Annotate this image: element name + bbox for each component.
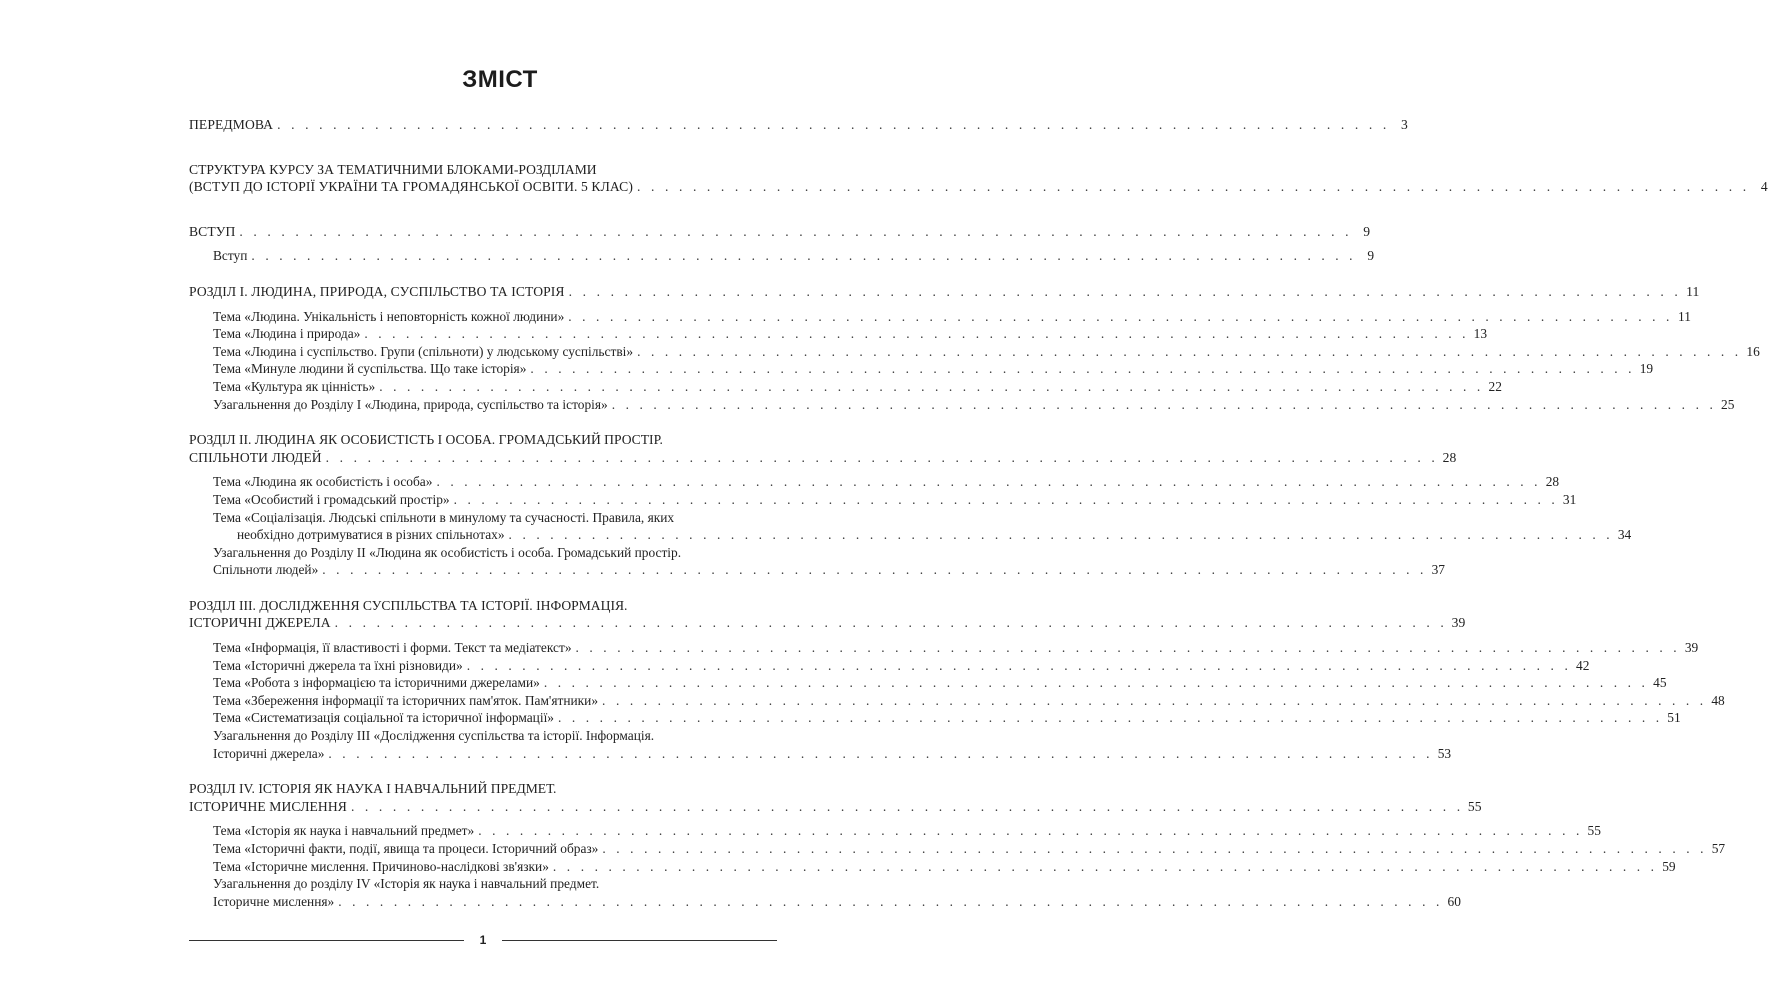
dot-leader: . . . . . . . . . . . . . . . . . . . . . . . . . . . . . . . . . . . . . . . . . . . . . . . . . . . . . . . . . . . . . . . . . . . . . . . . . . . . . . . . (239, 223, 1353, 239)
toc-entry-topic[interactable] (189, 709, 1681, 727)
entry-title-line1: Узагальнення до Розділу ІІІ «Дослідження суспільства та історії. Інформація. (213, 728, 655, 744)
entry-title-line1: РОЗДІЛ ІІ. ЛЮДИНА ЯК ОСОБИСТІСТЬ І ОСОБА. ГРОМАДСЬКИЙ ПРОСТІР. (189, 432, 663, 448)
entry-title-line1: РОЗДІЛ IV. ІСТОРІЯ ЯК НАУКА І НАВЧАЛЬНИЙ ПРЕДМЕТ. (189, 781, 557, 797)
dot-leader: . . . . . . . . . . . . . . . . . . . . . . . . . . . . . . . . . . . . . . . . . . . . . . . . . . . . . . . . . . . . . . . . . . . . . . . . . . . . . . . . (466, 657, 1572, 673)
toc-entry-topic[interactable] (189, 378, 1502, 396)
page-number: 53 (1437, 745, 1452, 761)
entry-title: ПЕРЕДМОВА (189, 117, 274, 132)
page-number: 9 (1363, 223, 1371, 239)
entry-title: Тема «Особистий і громадський простір» (213, 491, 450, 507)
page-number: 57 (1711, 841, 1726, 856)
entry-title: Вступ (213, 248, 248, 264)
footer-page-number: 1 (479, 933, 487, 947)
page-number: 11 (1686, 283, 1700, 299)
dot-leader: . . . . . . . . . . . . . . . . . . . . . . . . . . . . . . . . . . . . . . . . . . . . . . . . . . . . . . . . . . . . . . . . . . . . . . . . . . . . . . . . (611, 396, 1717, 412)
entry-title: РОЗДІЛ І. ЛЮДИНА, ПРИРОДА, СУСПІЛЬСТВО ТА ІСТОРІЯ (189, 283, 565, 299)
page-number: 31 (1562, 491, 1577, 507)
page-number: 55 (1467, 798, 1482, 814)
page-number: 19 (1639, 361, 1654, 377)
page-number: 60 (1447, 893, 1461, 909)
dot-leader: . . . . . . . . . . . . . . . . . . . . . . . . . . . . . . . . . . . . . . . . . . . . . . . . . . . . . . . . . . . . . . . . . . . . . . . . . . . . . . . . (364, 326, 1470, 342)
toc-entry-topic[interactable] (189, 674, 1667, 692)
entry-title: Тема «Людина як особистість і особа» (213, 474, 433, 490)
toc-entry-topic[interactable] (189, 822, 1601, 840)
page-footer (189, 933, 777, 947)
page-number: 4 (1760, 179, 1768, 195)
toc-entry-topic[interactable] (189, 840, 1726, 858)
entry-title: Тема «Минуле людини й суспільства. Що таке історія» (213, 361, 527, 377)
toc-entry-foreword[interactable] (189, 116, 1408, 134)
entry-title: Тема «Історичні факти, події, явища та процеси. Історичний образ» (213, 841, 599, 856)
toc-entry-summary[interactable] (189, 727, 1452, 762)
toc-entry-summary[interactable] (189, 875, 1461, 910)
entry-title: Тема «Збереження інформації та історичних пам'яток. Пам'ятники» (213, 692, 599, 708)
dot-leader: . . . . . . . . . . . . . . . . . . . . . . . . . . . . . . . . . . . . . . . . . . . . . . . . . . . . . . . . . . . . . . . . . . . . . . . . . . . . . . . . (637, 343, 1742, 359)
toc-entry-intro[interactable] (189, 223, 1371, 241)
toc-entry-topic[interactable] (189, 308, 1691, 326)
dot-leader: . . . . . . . . . . . . . . . . . . . . . . . . . . . . . . . . . . . . . . . . . . . . . . . . . . . . . . . . . . . . . . . . . . . . . . . . . . . . . . . . (543, 675, 1649, 691)
toc-entry-chapter-3[interactable] (189, 597, 1466, 632)
table-of-contents (189, 116, 1768, 910)
entry-title: Тема «Людина і суспільство. Групи (спільноти) у людському суспільстві» (213, 343, 634, 359)
dot-leader: . . . . . . . . . . . . . . . . . . . . . . . . . . . . . . . . . . . . . . . . . . . . . . . . . . . . . . . . . . . . . . . . . . . . . . . . . . . . . . . . (453, 491, 1559, 507)
footer-rule-right (502, 940, 777, 941)
dot-leader: . . . . . . . . . . . . . . . . . . . . . . . . . . . . . . . . . . . . . . . . . . . . . . . . . . . . . . . . . . . . . . . . . . . . . . . . . . . . . . . . (478, 823, 1583, 839)
page-number: 42 (1576, 657, 1590, 673)
toc-entry-chapter-2[interactable] (189, 431, 1457, 466)
page-number: 59 (1662, 858, 1676, 874)
dot-leader: . . . . . . . . . . . . . . . . . . . . . . . . . . . . . . . . . . . . . . . . . . . . . . . . . . . . . . . . . . . . . . . . . . . . . . . . . . . . . . . . (277, 117, 1390, 132)
entry-title: Тема «Робота з інформацією та історичними джерелами» (213, 675, 540, 691)
page-title: ЗМІСТ (462, 66, 538, 93)
entry-title-line1: СТРУКТУРА КУРСУ ЗА ТЕМАТИЧНИМИ БЛОКАМИ-РОЗДІЛАМИ (189, 161, 597, 177)
toc-entry-topic[interactable] (189, 692, 1725, 710)
dot-leader: . . . . . . . . . . . . . . . . . . . . . . . . . . . . . . . . . . . . . . . . . . . . . . . . . . . . . . . . . . . . . . . . . . . . . . . . . . . . . . . . (436, 474, 1542, 490)
toc-entry-chapter-4[interactable] (189, 780, 1482, 815)
page-number: 55 (1587, 823, 1601, 839)
dot-leader: . . . . . . . . . . . . . . . . . . . . . . . . . . . . . . . . . . . . . . . . . . . . . . . . . . . . . . . . . . . . . . . . . . . . . . . . . . . . . . . . (508, 527, 1614, 543)
page-number: 48 (1711, 692, 1725, 708)
entry-title: Узагальнення до Розділу І «Людина, природа, суспільство та історія» (213, 396, 608, 412)
page-number: 51 (1667, 710, 1681, 726)
entry-title-line2: (ВСТУП ДО ІСТОРІЇ УКРАЇНИ ТА ГРОМАДЯНСЬКОЇ ОСВІТИ. 5 КЛАС) (189, 179, 633, 195)
entry-title-line2: ІСТОРИЧНІ ДЖЕРЕЛА (189, 615, 331, 631)
page-number: 39 (1451, 615, 1466, 631)
toc-entry-intro-sub[interactable] (189, 247, 1375, 265)
page-number: 9 (1367, 248, 1375, 264)
toc-entry-topic[interactable] (189, 657, 1590, 675)
toc-entry-topic[interactable] (189, 858, 1676, 876)
page-number: 3 (1400, 117, 1408, 132)
dot-leader: . . . . . . . . . . . . . . . . . . . . . . . . . . . . . . . . . . . . . . . . . . . . . . . . . . . . . . . . . . . . . . . . . . . . . . . . . . . . . . . . (575, 640, 1681, 656)
toc-entry-topic[interactable] (189, 473, 1560, 491)
toc-entry-topic[interactable] (189, 360, 1654, 378)
dot-leader: . . . . . . . . . . . . . . . . . . . . . . . . . . . . . . . . . . . . . . . . . . . . . . . . . . . . . . . . . . . . . . . . . . . . . . . . . . . . . . . . (350, 798, 1464, 814)
dot-leader: . . . . . . . . . . . . . . . . . . . . . . . . . . . . . . . . . . . . . . . . . . . . . . . . . . . . . . . . . . . . . . . . . . . . . . . . . . . . . . . . (251, 248, 1357, 264)
toc-entry-topic[interactable] (189, 343, 1760, 361)
dot-leader: . . . . . . . . . . . . . . . . . . . . . . . . . . . . . . . . . . . . . . . . . . . . . . . . . . . . . . . . . . . . . . . . . . . . . . . . . . . . . . . . (338, 893, 1443, 909)
dot-leader: . . . . . . . . . . . . . . . . . . . . . . . . . . . . . . . . . . . . . . . . . . . . . . . . . . . . . . . . . . . . . . . . . . . . . . . . . . . . . . . . (552, 858, 1658, 874)
page-number: 28 (1442, 449, 1457, 465)
page-number: 16 (1746, 343, 1760, 359)
dot-leader: . . . . . . . . . . . . . . . . . . . . . . . . . . . . . . . . . . . . . . . . . . . . . . . . . . . . . . . . . . . . . . . . . . . . . . . . . . . . . . . . (325, 449, 1439, 465)
page-number: 34 (1617, 527, 1632, 543)
page-number: 25 (1721, 396, 1735, 412)
toc-entry-topic[interactable] (189, 639, 1699, 657)
toc-entry-summary[interactable] (189, 544, 1445, 579)
footer-rule-left (189, 940, 464, 941)
entry-title-line2: необхідно дотримуватися в різних спільнотах» (237, 527, 505, 543)
dot-leader: . . . . . . . . . . . . . . . . . . . . . . . . . . . . . . . . . . . . . . . . . . . . . . . . . . . . . . . . . . . . . . . . . . . . . . . . . . . . . . . . (558, 710, 1663, 726)
page-number: 13 (1473, 326, 1488, 342)
dot-leader: . . . . . . . . . . . . . . . . . . . . . . . . . . . . . . . . . . . . . . . . . . . . . . . . . . . . . . . . . . . . . . . . . . . . . . . . . . . . . . . . (602, 841, 1708, 856)
entry-title-line1: Узагальнення до розділу IV «Історія як наука і навчальний предмет. (213, 876, 600, 892)
entry-title-line1: Узагальнення до Розділу ІІ «Людина як особистість і особа. Громадський простір. (213, 544, 682, 560)
entry-title-line1: Тема «Соціалізація. Людські спільноти в минулому та сучасності. Правила, яких (213, 509, 675, 525)
entry-title: Тема «Систематизація соціальної та історичної інформації» (213, 710, 554, 726)
entry-title-line2: Спільноти людей» (213, 562, 319, 578)
dot-leader: . . . . . . . . . . . . . . . . . . . . . . . . . . . . . . . . . . . . . . . . . . . . . . . . . . . . . . . . . . . . . . . . . . . . . . . . . . . . . . . . (568, 283, 1682, 299)
page-number: 11 (1678, 308, 1691, 324)
entry-title: Тема «Історичні джерела та їхні різновиди» (213, 657, 463, 673)
entry-title-line2: Історичні джерела» (213, 745, 325, 761)
entry-title: Тема «Культура як цінність» (213, 378, 376, 394)
entry-title: Тема «Історичне мислення. Причиново-наслідкові зв'язки» (213, 858, 549, 874)
dot-leader: . . . . . . . . . . . . . . . . . . . . . . . . . . . . . . . . . . . . . . . . . . . . . . . . . . . . . . . . . . . . . . . . . . . . . . . . . . . . . . . . (379, 378, 1484, 394)
dot-leader: . . . . . . . . . . . . . . . . . . . . . . . . . . . . . . . . . . . . . . . . . . . . . . . . . . . . . . . . . . . . . . . . . . . . . . . . . . . . . . . . (334, 615, 1448, 631)
toc-entry-structure[interactable] (189, 161, 1768, 196)
entry-title: Тема «Людина. Унікальність і неповторність кожної людини» (213, 308, 565, 324)
dot-leader: . . . . . . . . . . . . . . . . . . . . . . . . . . . . . . . . . . . . . . . . . . . . . . . . . . . . . . . . . . . . . . . . . . . . . . . . . . . . . . . . (530, 361, 1636, 377)
page-number: 28 (1545, 474, 1560, 490)
entry-title: Тема «Людина і природа» (213, 326, 361, 342)
entry-title-line2: Історичне мислення» (213, 893, 335, 909)
dot-leader: . . . . . . . . . . . . . . . . . . . . . . . . . . . . . . . . . . . . . . . . . . . . . . . . . . . . . . . . . . . . . . . . . . . . . . . . . . . . . . . . (322, 562, 1427, 578)
entry-title: Тема «Інформація, її властивості і форми. Текст та медіатекст» (213, 640, 572, 656)
entry-title: Тема «Історія як наука і навчальний предмет» (213, 823, 475, 839)
dot-leader: . . . . . . . . . . . . . . . . . . . . . . . . . . . . . . . . . . . . . . . . . . . . . . . . . . . . . . . . . . . . . . . . . . . . . . . . . . . . . . . . (568, 308, 1673, 324)
page-number: 39 (1684, 640, 1699, 656)
page-number: 22 (1488, 378, 1502, 394)
entry-title-line2: ІСТОРИЧНЕ МИСЛЕННЯ (189, 798, 347, 814)
page-number: 37 (1431, 562, 1445, 578)
entry-title-line1: РОЗДІЛ ІІІ. ДОСЛІДЖЕННЯ СУСПІЛЬСТВА ТА ІСТОРІЇ. ІНФОРМАЦІЯ. (189, 597, 628, 613)
toc-entry-topic[interactable] (189, 509, 1632, 544)
dot-leader: . . . . . . . . . . . . . . . . . . . . . . . . . . . . . . . . . . . . . . . . . . . . . . . . . . . . . . . . . . . . . . . . . . . . . . . . . . . . . . . . (602, 692, 1707, 708)
entry-title: ВСТУП (189, 223, 236, 239)
page-number: 45 (1653, 675, 1667, 691)
entry-title-line2: СПІЛЬНОТИ ЛЮДЕЙ (189, 449, 322, 465)
toc-entry-summary[interactable] (189, 396, 1735, 414)
dot-leader: . . . . . . . . . . . . . . . . . . . . . . . . . . . . . . . . . . . . . . . . . . . . . . . . . . . . . . . . . . . . . . . . . . . . . . . . . . . . . . . . (636, 179, 1750, 195)
dot-leader: . . . . . . . . . . . . . . . . . . . . . . . . . . . . . . . . . . . . . . . . . . . . . . . . . . . . . . . . . . . . . . . . . . . . . . . . . . . . . . . . (328, 745, 1434, 761)
toc-entry-topic[interactable] (189, 325, 1488, 343)
toc-entry-topic[interactable] (189, 491, 1577, 509)
toc-entry-chapter-1[interactable] (189, 283, 1700, 301)
